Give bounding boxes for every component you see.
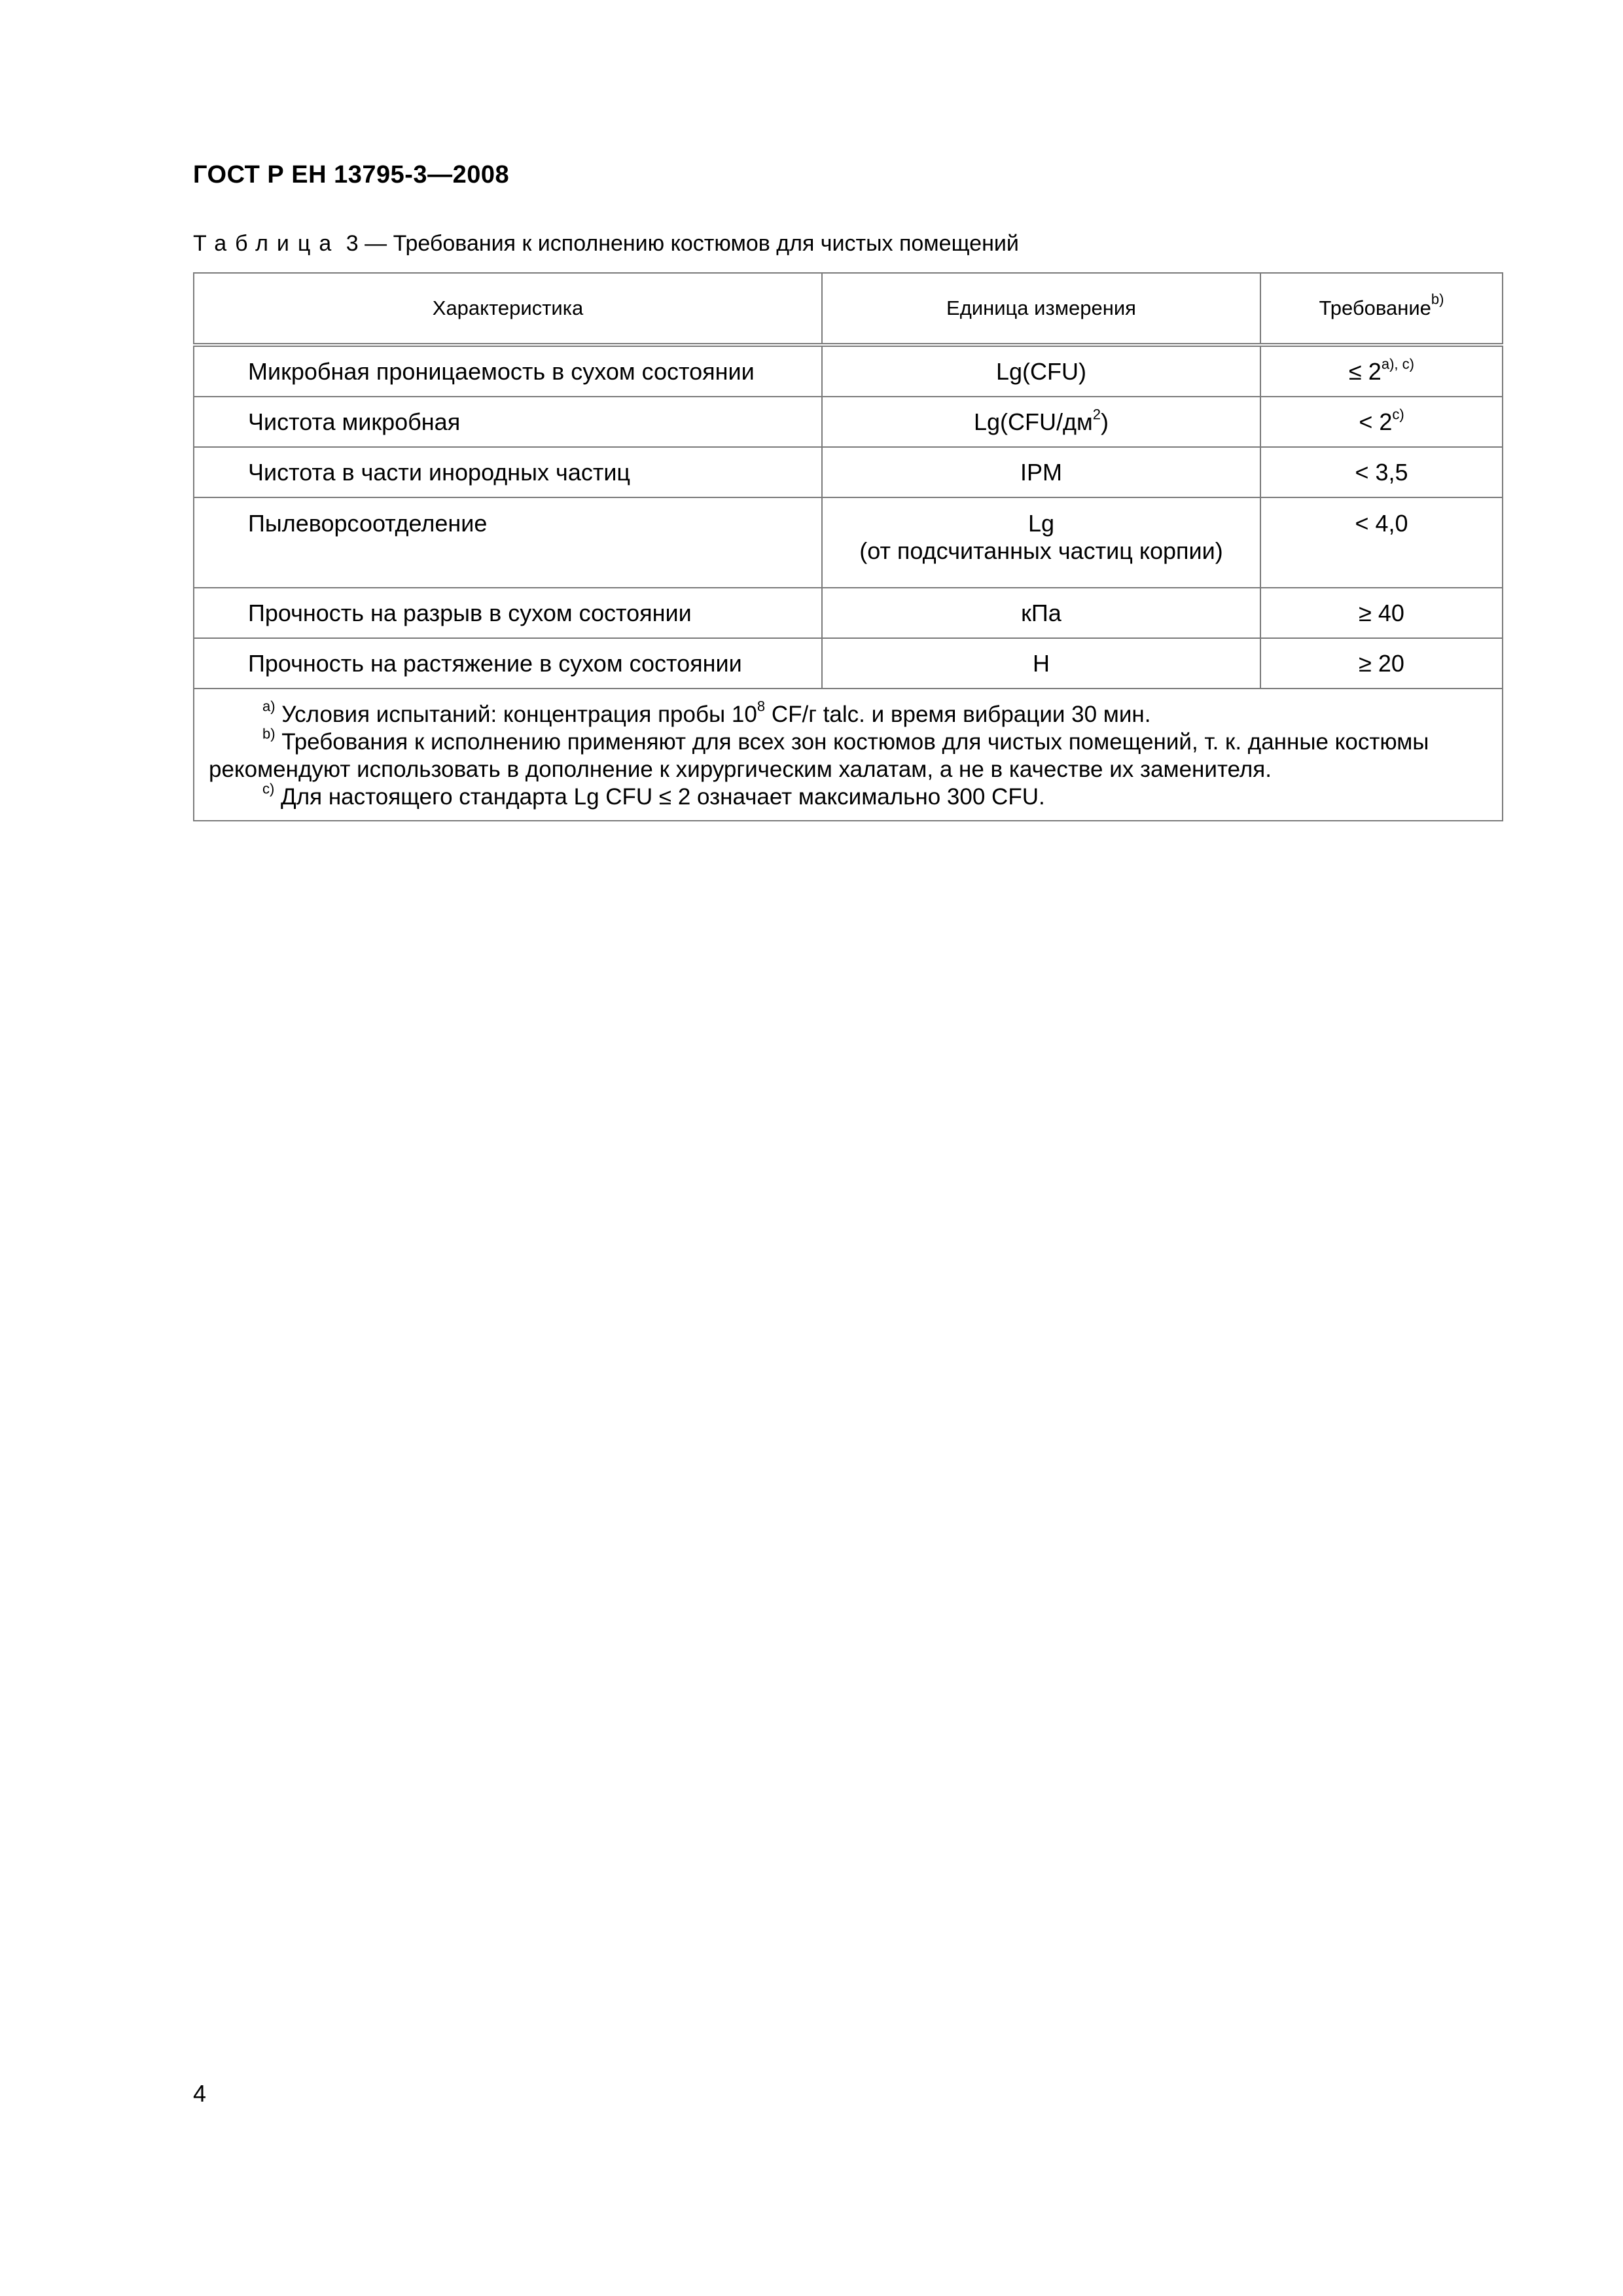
requirement-value: < 3,5 <box>1355 458 1408 486</box>
unit-value: IPM <box>1020 458 1062 486</box>
footnote-c <box>209 780 1488 811</box>
page-number: 4 <box>193 2080 207 2107</box>
footnote-ref: a), c) <box>1381 355 1414 372</box>
characteristic-cell: Прочность на растяжение в сухом состоянии <box>194 638 822 689</box>
header-characteristic <box>194 273 822 345</box>
requirement-value: ≤ 2 <box>1349 357 1382 385</box>
header-unit <box>822 273 1260 345</box>
characteristic-cell: Чистота микробная <box>194 397 822 447</box>
unit-cell <box>822 497 1260 588</box>
requirement-value: ≥ 20 <box>1359 649 1404 677</box>
footnote-text-end: CF/г talc. и время вибрации 30 мин. <box>765 702 1151 727</box>
unit-cell <box>822 345 1260 397</box>
requirement-cell <box>1260 345 1503 397</box>
requirement-value: < 2 <box>1359 408 1393 435</box>
characteristic-cell: Чистота в части инородных частиц <box>194 447 822 497</box>
table-row <box>194 638 1503 689</box>
unit-value: Lg <box>1027 510 1055 537</box>
requirement-cell <box>1260 497 1503 588</box>
unit-cell <box>822 638 1260 689</box>
footnote-marker: c) <box>262 780 275 797</box>
header-unit-label: Единица измерения <box>946 296 1136 319</box>
requirement-cell <box>1260 397 1503 447</box>
unit-cell <box>822 447 1260 497</box>
footnote-text: Требования к исполнению применяют для всех зон костюмов для чистых помещений, т. к. данные костюмы рекомендуют использовать в дополнение к хирургическим халатам, а не в качестве их заменителя. <box>209 729 1429 782</box>
footnote-text: Для настоящего стандарта Lg CFU ≤ 2 означает максимально 300 CFU. <box>274 784 1045 810</box>
unit-value: кПа <box>1021 599 1061 626</box>
footnote-exponent: 8 <box>757 698 766 715</box>
footnote-ref: c) <box>1392 406 1404 422</box>
document-header: ГОСТ Р ЕН 13795-3—2008 <box>193 161 510 188</box>
table-row <box>194 588 1503 638</box>
unit-cell <box>822 588 1260 638</box>
characteristic-cell: Прочность на разрыв в сухом состоянии <box>194 588 822 638</box>
table-body <box>194 345 1503 821</box>
table-caption-title: Требования к исполнению костюмов для чистых помещений <box>393 231 1019 256</box>
unit-detail: (от подсчитанных частиц корпии) <box>859 537 1223 564</box>
table-row <box>194 447 1503 497</box>
unit-suffix: ) <box>1101 408 1109 435</box>
table-row <box>194 397 1503 447</box>
table-notes <box>194 689 1503 821</box>
footnote-b <box>209 725 1488 783</box>
table-caption-separator: — <box>365 231 387 256</box>
table-header-row <box>194 273 1503 345</box>
table-caption-number: 3 <box>346 231 359 256</box>
requirement-cell <box>1260 638 1503 689</box>
table-notes-row <box>194 689 1503 821</box>
requirements-table <box>193 272 1503 821</box>
header-characteristic-label: Характеристика <box>432 296 584 319</box>
unit-exponent: 2 <box>1092 406 1101 422</box>
footnote-marker: b) <box>262 725 276 742</box>
footnote-ref: b) <box>1431 291 1444 308</box>
unit-value: Н <box>1033 649 1050 677</box>
table-caption-label: Таблица <box>193 231 340 256</box>
table-caption <box>193 231 1019 257</box>
unit-cell <box>822 397 1260 447</box>
requirement-value: < 4,0 <box>1355 510 1408 537</box>
requirement-cell <box>1260 447 1503 497</box>
unit-value: Lg(CFU/дм <box>973 408 1093 435</box>
requirement-cell <box>1260 588 1503 638</box>
footnote-text: Условия испытаний: концентрация пробы 10 <box>275 702 757 727</box>
header-requirement <box>1260 273 1503 345</box>
table-row <box>194 497 1503 588</box>
requirement-value: ≥ 40 <box>1359 599 1404 626</box>
table-row <box>194 345 1503 397</box>
footnote-marker: a) <box>262 698 276 715</box>
unit-value: Lg(CFU) <box>995 357 1086 385</box>
header-requirement-label: Требование <box>1319 296 1431 319</box>
characteristic-cell: Пылеворсоотделение <box>194 497 822 588</box>
footnote-a <box>209 698 1488 728</box>
characteristic-cell: Микробная проницаемость в сухом состоянии <box>194 345 822 397</box>
